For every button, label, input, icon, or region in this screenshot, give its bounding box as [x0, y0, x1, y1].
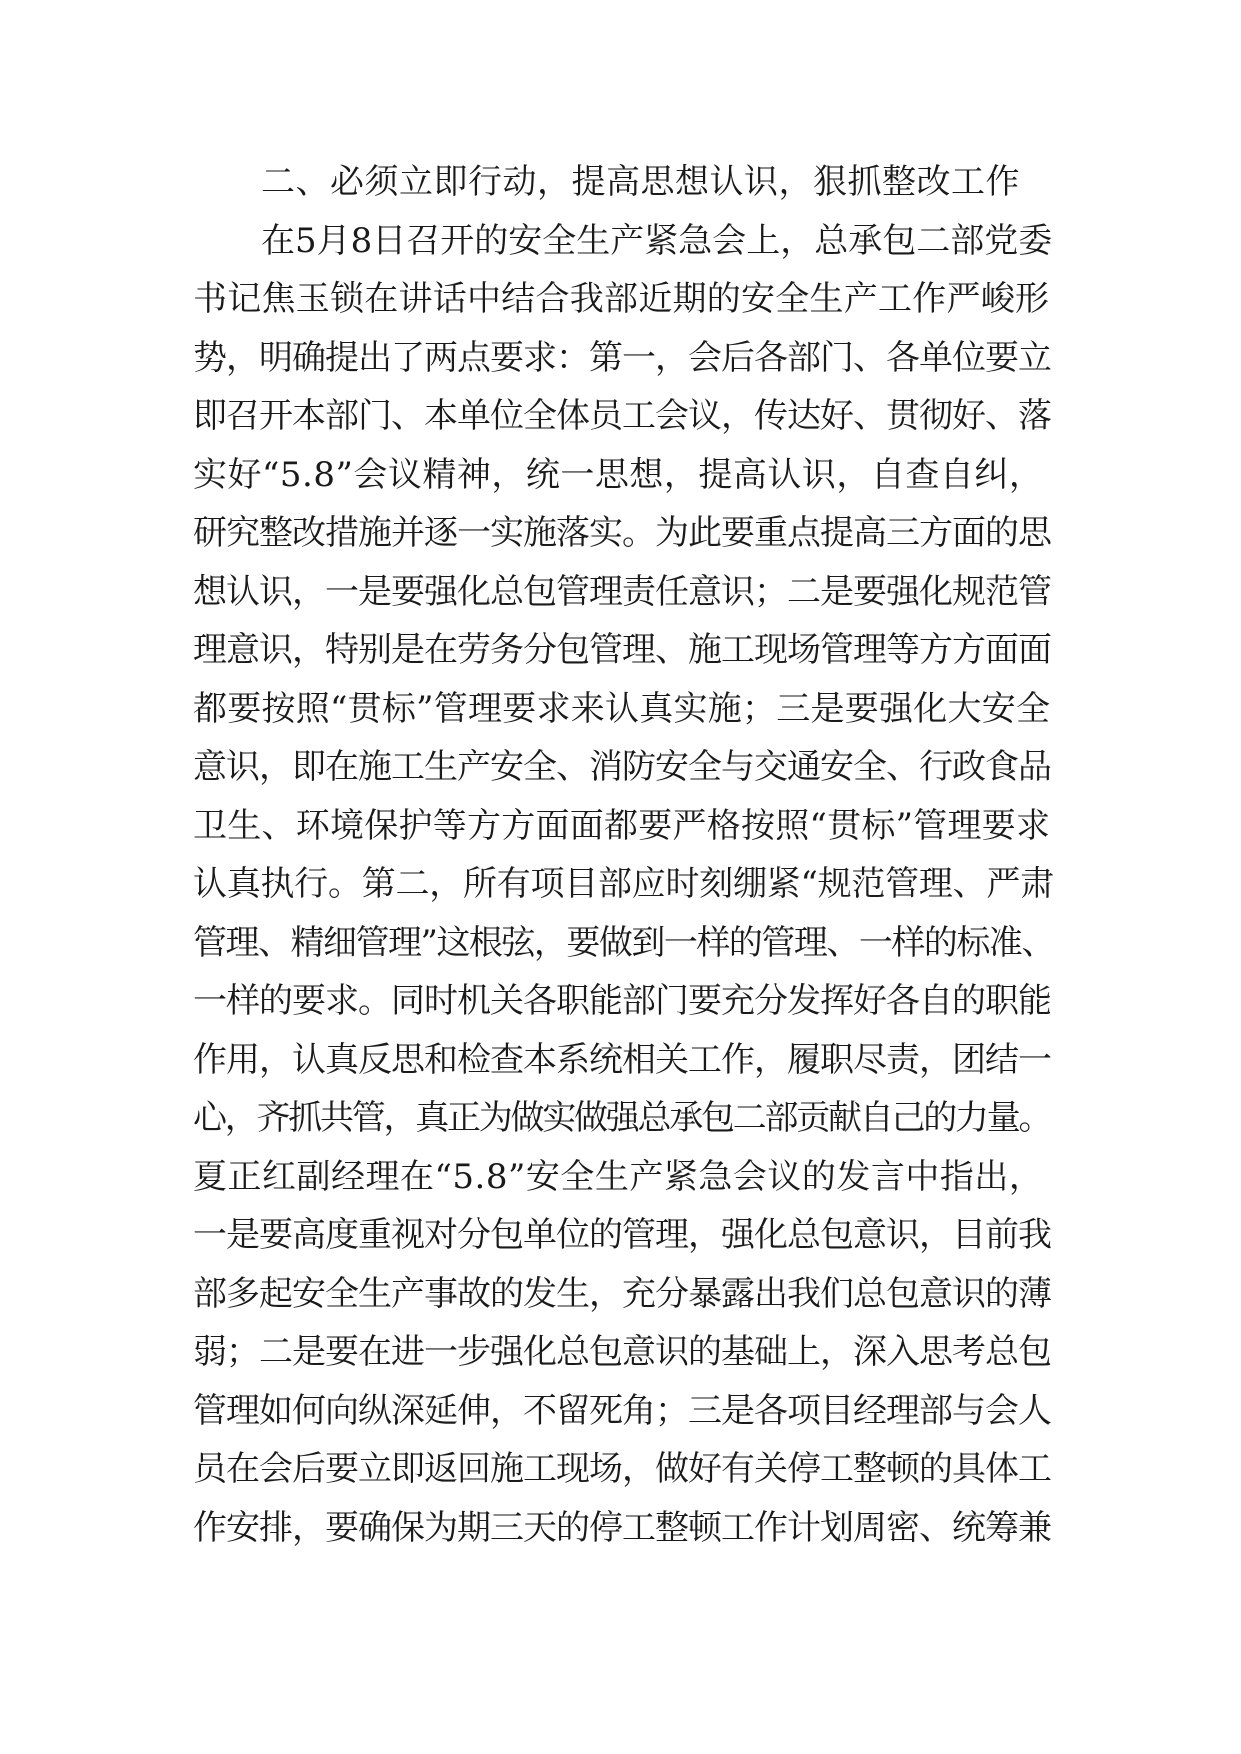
paragraph-line: 夏正红副经理在“5.8”安全生产紧急会议的发言中指出， — [193, 1156, 1044, 1197]
paragraph-line: 意识，即在施工生产安全、消防安全与交通安全、行政食品 — [193, 747, 1051, 787]
paragraph-line: 实好“5.8”会议精神，统一思想，提高认识，自查自纠， — [193, 454, 1044, 495]
paragraph-line: 在5月8日召开的安全生产紧急会上，总承包二部党委 — [261, 220, 1053, 261]
paragraph-line: 即召开本部门、本单位全体员工会议，传达好、贯彻好、落 — [193, 396, 1051, 436]
paragraph-line: 想认识，一是要强化总包管理责任意识；二是要强化规范管 — [193, 571, 1051, 612]
paragraph-line: 势，明确提出了两点要求：第一，会后各部门、各单位要立 — [193, 337, 1051, 378]
paragraph-line: 卫生、环境保护等方方面面都要严格按照“贯标”管理要求 — [193, 805, 1051, 846]
paragraph-line: 心，齐抓共管，真正为做实做强总承包二部贡献自己的力量。 — [193, 1098, 1051, 1138]
paragraph-line: 管理、精细管理”这根弦，要做到一样的管理、一样的标准、 — [193, 922, 1054, 963]
document-body — [193, 153, 1053, 1557]
paragraph-line: 理意识，特别是在劳务分包管理、施工现场管理等方方面面 — [193, 630, 1051, 670]
paragraph-line: 弱；二是要在进一步强化总包意识的基础上，深入思考总包 — [193, 1332, 1051, 1372]
paragraph-line: 认真执行。第二，所有项目部应时刻绷紧“规范管理、严肃 — [193, 864, 1054, 904]
paragraph-line: 一是要高度重视对分包单位的管理，强化总包意识，目前我 — [193, 1215, 1051, 1255]
paragraph-line: 员在会后要立即返回施工现场，做好有关停工整顿的具体工 — [193, 1449, 1051, 1489]
section-heading: 二、必须立即行动，提高思想认识，狠抓整改工作 — [261, 162, 1020, 202]
paragraph-line: 作用，认真反思和检查本系统相关工作，履职尽责，团结一 — [193, 1039, 1051, 1080]
paragraph-line: 都要按照“贯标”管理要求来认真实施；三是要强化大安全 — [193, 688, 1051, 729]
paragraph-line: 作安排，要确保为期三天的停工整顿工作计划周密、统筹兼 — [193, 1507, 1051, 1548]
paragraph-line: 书记焦玉锁在讲话中结合我部近期的安全生产工作严峻形 — [193, 279, 1050, 319]
paragraph-line: 研究整改措施并逐一实施落实。为此要重点提高三方面的思 — [193, 513, 1051, 553]
paragraph-line: 部多起安全生产事故的发生，充分暴露出我们总包意识的薄 — [193, 1273, 1051, 1314]
paragraph-line: 一样的要求。同时机关各职能部门要充分发挥好各自的职能 — [193, 981, 1051, 1021]
paragraph-line: 管理如何向纵深延伸，不留死角；三是各项目经理部与会人 — [193, 1390, 1051, 1431]
